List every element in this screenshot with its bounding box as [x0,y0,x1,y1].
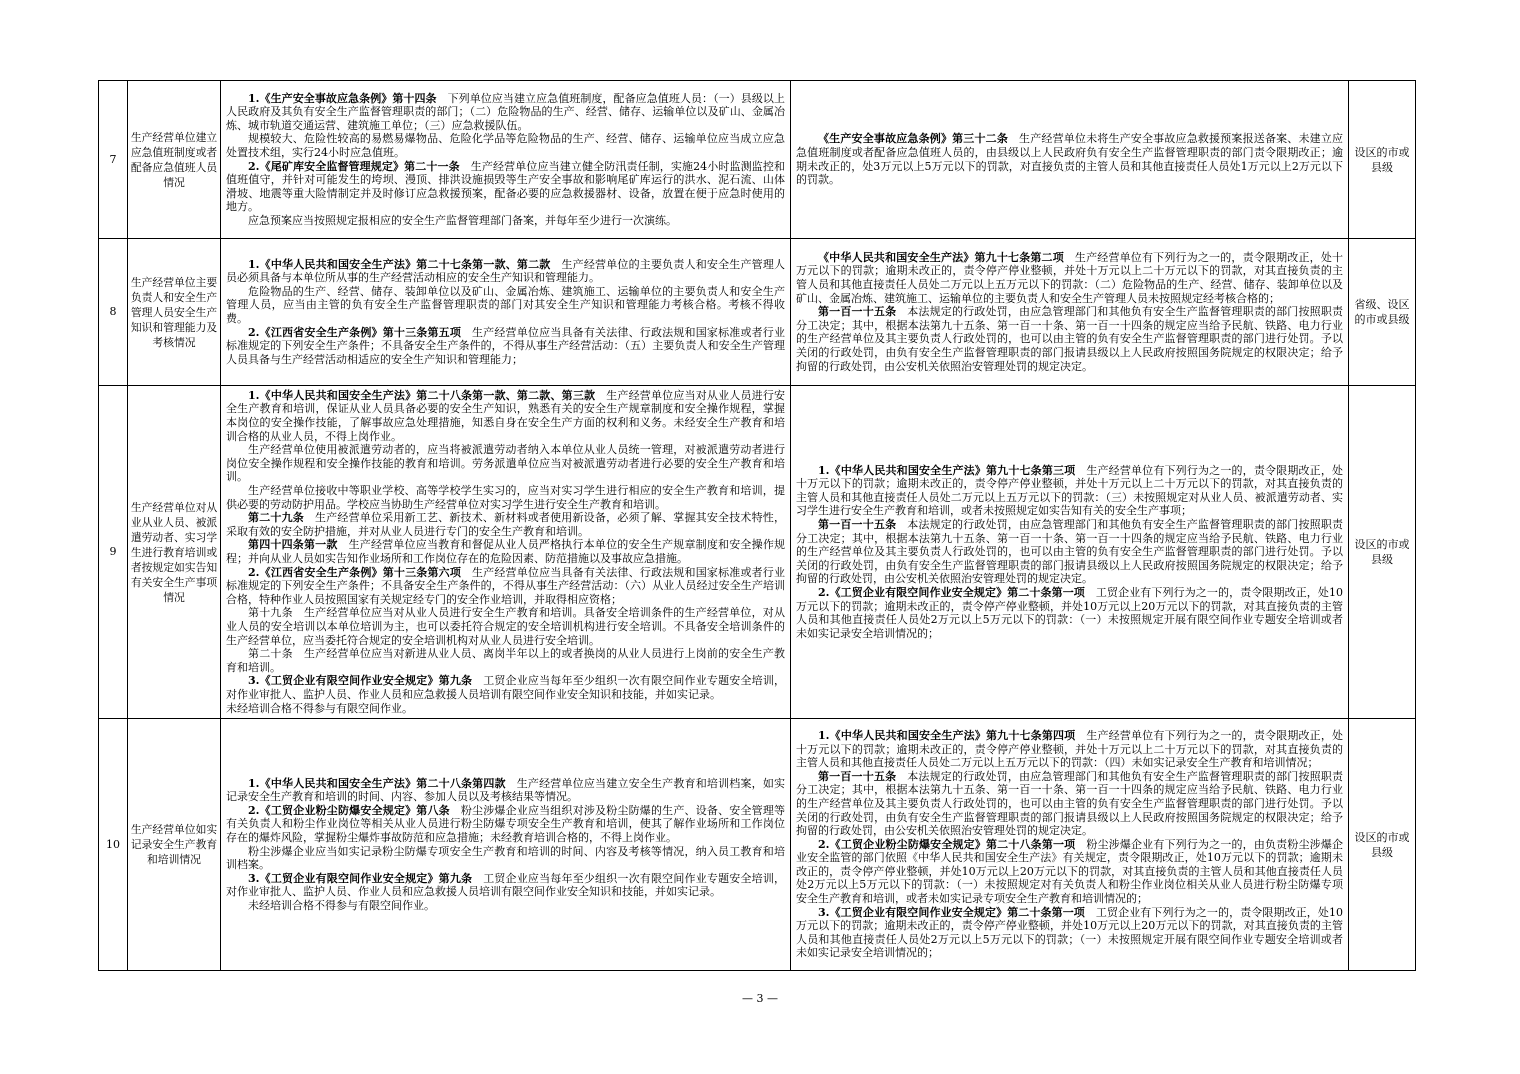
clause-paragraph [226,258,785,285]
clause-paragraph [796,906,1343,960]
clause-text: 未经培训合格不得参与有限空间作业。 [226,701,413,715]
clause-citation: 1.《生产安全事故应急条例》第十四条 [248,91,437,105]
clause-paragraph [796,586,1343,640]
clause-citation: 2.《江西省安全生产条例》第十三条第五项 [248,325,461,339]
clause-text: 第十九条 生产经营单位应当对从业人员进行安全生产教育和培训。具备安全培训条件的生产经营单位，对从业人员的安全培训以本单位培训为主，也可以委托符合规定的安全培训机构进行安全培训。不具备安全培训条件的生产经营单位，应当委托符合规定的安全培训机构对从业人员进行安全培训。 [226,606,785,647]
clause-text: 生产经营单位应当建立健全防汛责任制，实施24小时监测监控和值班值守，并针对可能发生的垮坝、漫顶、排洪设施损毁等生产安全事故和影响尾矿库运行的洪水、泥石流、山体滑坡、地震等重大险情制定并及时修订应急救援预案，配备必要的应急救援器材、设备，放置在便于应急时使用的地方。 [226,159,785,214]
authority-cell: 省级、设区的市或县级 [1349,239,1416,386]
clause-citation: 第四十四条第一款 [248,538,338,552]
clause-paragraph [226,845,785,872]
inspection-item: 生产经营单位建立应急值班制度或者配备应急值班人员情况 [130,130,218,189]
clause-citation: 1.《中华人民共和国安全生产法》第二十八条第四款 [248,776,506,790]
clause-paragraph [226,92,785,133]
clause-text: 危险物品的生产、经营、储存、装卸单位以及矿山、金属冶炼、建筑施工、运输单位的主要负责人和安全生产管理人员，应当由主管的负有安全生产监督管理职责的部门对其安全生产知识和管理能力考核合格。考核不得收费。 [226,284,785,325]
clause-paragraph [226,443,785,484]
clause-text: 粉尘涉爆企业有下列行为之一的，由负责粉尘涉爆企业安全监管的部门依照《中华人民共和国安全生产法》有关规定，责令限期改正，处10万元以下的罚款；逾期未改正的，责令停产停业整顿，并处10万元以上20万元以下的罚款，对其直接负责的主管人员和其他直接责任人员处2万元以上5万元以下的罚款：（一）未按照规定对有关负责人和粉尘作业岗位相关从业人员进行粉尘防爆专项安全生产教育和培训，或者未如实记录专项安全生产教育和培训情况的； [796,837,1344,906]
clause-paragraph [226,160,785,214]
clause-text: 生产经营单位有下列行为之一的，责令限期改正，处十万元以下的罚款；逾期未改正的，责令停产停业整顿，并处十万元以上二十万元以下的罚款，对其直接负责的主管人员和其他直接责任人员处二万元以上五万元以下的罚款：（二）危险物品的生产、经营、储存、装卸单位以及矿山、金属冶炼、建筑施工、运输单位的主要负责人和安全生产管理人员未按照规定经考核合格的； [796,250,1344,305]
row-number-cell: 9 [99,386,128,719]
clause-paragraph [796,770,1343,838]
clause-text: 生产经营单位的主要负责人和安全生产管理人员必须具备与本单位所从事的生产经营活动相应的安全生产知识和管理能力。 [226,257,786,285]
clause-citation: 2.《江西省安全生产条例》第十三条第六项 [248,565,461,579]
inspection-item-cell [128,386,221,719]
legal-basis-cell [221,81,791,239]
table-row [99,239,1416,386]
clause-text: 第二十条 生产经营单位应当对新进从业人员、离岗半年以上的或者换岗的从业人员进行上岗前的安全生产教育和培训。 [226,647,785,674]
penalty-basis-cell [791,81,1349,239]
table-row [99,81,1416,239]
clause-text: 本法规定的行政处罚，由应急管理部门和其他负有安全生产监督管理职责的部门按照职责分工决定；其中，根据本法第九十五条、第一百一十条、第一百一十四条的规定应当给予民航、铁路、电力行业的生产经营单位及其主要负责人行政处罚的，也可以由主管的负有安全生产监督管理职责的部门进行处罚。予以关闭的行政处罚，由负有安全生产监督管理职责的部门报请县级以上人民政府按照国务院规定的权限决定；给予拘留的行政处罚，由公安机关依照治安管理处罚的规定决定。 [796,305,1344,373]
clause-text: 生产经营单位应当对从业人员进行安全生产教育和培训，保证从业人员具备必要的安全生产知识，熟悉有关的安全生产规章制度和安全操作规程，掌握本岗位的安全操作技能，了解事故应急处理措施，知悉自身在安全生产方面的权利和义务。未经安全生产教育和培训合格的从业人员，不得上岗作业。 [226,388,786,443]
clause-citation: 2.《工贸企业粉尘防爆安全规定》第二十八条第一项 [818,837,1076,851]
clause-text: 本法规定的行政处罚，由应急管理部门和其他负有安全生产监督管理职责的部门按照职责分工决定；其中，根据本法第九十五条、第一百一十条、第一百一十四条的规定应当给予民航、铁路、电力行业的生产经营单位及其主要负责人行政处罚的，也可以由主管的负有安全生产监督管理职责的部门进行处罚。予以关闭的行政处罚，由负有安全生产监督管理职责的部门报请县级以上人民政府按照国务院规定的权限决定；给予拘留的行政处罚，由公安机关依照治安管理处罚的规定决定。 [796,518,1344,586]
clause-paragraph [796,251,1343,305]
clause-paragraph [226,674,785,701]
clause-citation: 2.《工贸企业粉尘防爆安全规定》第八条 [248,803,450,817]
clause-paragraph [226,606,785,647]
page-number: — 3 — [742,992,778,1005]
legal-basis-cell [221,386,791,719]
clause-citation: 第二十九条 [248,511,304,525]
clause-paragraph [226,389,785,443]
clause-text: 本法规定的行政处罚，由应急管理部门和其他负有安全生产监督管理职责的部门按照职责分工决定；其中，根据本法第九十五条、第一百一十条、第一百一十四条的规定应当给予民航、铁路、电力行业的生产经营单位及其主要负责人行政处罚的，也可以由主管的负有安全生产监督管理职责的部门进行处罚。予以关闭的行政处罚，由负有安全生产监督管理职责的部门报请县级以上人民政府按照国务院规定的权限决定；给予拘留的行政处罚，由公安机关依照治安管理处罚的规定决定。 [796,769,1344,838]
clause-citation: 3.《工贸企业有限空间作业安全规定》第九条 [248,871,473,885]
clause-text: 工贸企业有下列行为之一的，责令限期改正，处10万元以下的罚款；逾期未改正的，责令停产停业整顿，并处10万元以上20万元以下的罚款，对其直接负责的主管人员和其他直接责任人员处2万元以上5万元以下的罚款；（一）未按照规定开展有限空间作业专题安全培训或者未如实记录安全培训情况的； [796,905,1343,960]
clause-citation: 第一百一十五条 [818,769,897,783]
clause-text: 生产经营单位应当具备有关法律、行政法规和国家标准或者行业标准规定的下列安全生产条件；不具备安全生产条件的，不得从事生产经营活动：（六）从业人员经过安全生产培训合格，特种作业人员按照国家有关规定经专门的安全作业培训，并取得相应资格； [226,565,785,606]
row-number-cell: 8 [99,239,128,386]
clause-citation: 2.《尾矿库安全监督管理规定》第二十一条 [248,159,460,173]
clause-citation: 1.《中华人民共和国安全生产法》第九十七条第三项 [818,463,1076,477]
clause-text: 应急预案应当按照规定报相应的安全生产监督管理部门备案，并每年至少进行一次演练。 [248,213,677,227]
inspection-item-cell [128,239,221,386]
legal-basis-cell [221,239,791,386]
inspection-item-cell [128,719,221,971]
clause-text: 工贸企业应当每年至少组织一次有限空间作业专题安全培训，对作业审批人、监护人员、作业人员和应急救援人员培训有限空间作业安全知识和技能，并如实记录。 [226,871,785,899]
clause-text: 生产经营单位有下列行为之一的，责令限期改正，处十万元以下的罚款；逾期未改正的，责令停产停业整顿，并处十万元以上二十万元以下的罚款，对其直接负责的主管人员和其他直接责任人员处二万元以上五万元以下的罚款：（四）未如实记录安全生产教育和培训情况； [796,728,1344,770]
authority-cell: 设区的市或县级 [1349,386,1416,719]
inspection-item: 生产经营单位如实记录安全生产教育和培训情况 [130,823,218,866]
clause-paragraph [226,511,785,538]
clause-text: 生产经营单位使用被派遣劳动者的，应当将被派遣劳动者纳入本单位从业人员统一管理，对被派遣劳动者进行岗位安全操作规程和安全操作技能的教育和培训。劳务派遣单位应当对被派遣劳动者进行必要的安全生产教育和培训。 [226,443,785,484]
clause-paragraph [226,777,785,804]
clause-citation: 3.《工贸企业有限空间作业安全规定》第九条 [248,674,473,688]
clause-text: 生产经营单位应当教育和督促从业人员严格执行本单位的安全生产规章制度和安全操作规程；并向从业人员如实告知作业场所和工作岗位存在的危险因素、防范措施以及事故应急措施。 [226,538,786,565]
clause-text: 未经培训合格不得参与有限空间作业。 [248,898,435,912]
clause-citation: 《生产安全事故应急条例》第三十二条 [818,132,1009,146]
clause-citation: 1.《中华人民共和国安全生产法》第二十七条第一款、第二款 [248,257,551,271]
clause-paragraph [226,285,785,326]
clause-text: 粉尘涉爆企业应当组织对涉及粉尘防爆的生产、设备、安全管理等有关负责人和粉尘作业岗位等相关从业人员进行粉尘防爆专项安全生产教育和培训，使其了解作业场所和工作岗位存在的爆炸风险，掌握粉尘爆炸事故防范和应急措施；未经教育培训合格的，不得上岗作业。 [226,803,786,844]
clause-text: 规模较大、危险性较高的易燃易爆物品、危险化学品等危险物品的生产、经营、储存、运输单位应当成立应急处置技术组，实行24小时应急值班。 [226,132,785,159]
inspection-item-cell [128,81,221,239]
inspection-item: 生产经营单位对从业从业人员、被派遣劳动者、实习学生进行教育培训或者按规定如实告知有关安全生产事项情况 [130,500,218,604]
clause-paragraph [226,566,785,607]
clause-paragraph [226,872,785,899]
clause-text: 生产经营单位应当建立安全生产教育和培训档案，如实记录安全生产教育和培训的时间、内容、参加人员以及考核结果等情况。 [226,776,786,804]
clause-text: 生产经营单位应当具备有关法律、行政法规和国家标准或者行业标准规定的下列安全生产条件；不具备安全生产条件的，不得从事生产经营活动：（五）主要负责人和安全生产管理人员具备与生产经营活动相适应的安全生产知识和管理能力； [226,325,785,366]
clause-paragraph [226,538,785,565]
clause-citation: 第一百一十五条 [818,518,897,532]
clause-paragraph [226,804,785,845]
clause-citation: 《中华人民共和国安全生产法》第九十七条第二项 [818,250,1064,264]
clause-text: 生产经营单位采用新工艺、新技术、新材料或者使用新设备，必须了解、掌握其安全技术特性，采取有效的安全防护措施，并对从业人员进行专门的安全生产教育和培训。 [226,511,786,538]
penalty-basis-cell [791,719,1349,971]
clause-text: 工贸企业应当每年至少组织一次有限空间作业专题安全培训，对作业审批人、监护人员、作业人员和应急救援人员培训有限空间作业安全知识和技能，并如实记录。 [226,674,785,701]
clause-citation: 2.《工贸企业有限空间作业安全规定》第二十条第一项 [818,585,1085,599]
penalty-basis-cell [791,239,1349,386]
row-number-cell: 10 [99,719,128,971]
penalty-basis-cell [791,386,1349,719]
legal-basis-cell [221,719,791,971]
clause-paragraph [226,326,785,367]
clause-paragraph [226,132,785,159]
clause-paragraph [796,464,1343,518]
clause-paragraph [226,702,785,716]
clause-paragraph [796,132,1343,186]
clause-text: 下列单位应当建立应急值班制度，配备应急值班人员：（一）县级以上人民政府及其负有安全生产监督管理职责的部门；（二）危险物品的生产、经营、储存、运输单位以及矿山、金属冶炼、城市轨道交通运营、建筑施工单位；（三）应急救援队伍。 [226,91,786,132]
inspection-item: 生产经营单位主要负责人和安全生产管理人员安全生产知识和管理能力及考核情况 [130,275,218,349]
clause-text: 生产经营单位未将生产安全事故应急救援预案报送备案、未建立应急值班制度或者配备应急值班人员的，由县级以上人民政府负有安全生产监督管理职责的部门责令限期改正；逾期未改正的，处3万元以上5万元以下的罚款，对直接负责的主管人员和其他直接责任人员处1万元以上2万元以下的罚款。 [796,132,1344,187]
clause-paragraph [226,647,785,674]
clause-paragraph [226,214,785,228]
table-row [99,719,1416,971]
clause-citation: 3.《工贸企业有限空间作业安全规定》第二十条第一项 [818,905,1085,919]
table-row [99,386,1416,719]
clause-paragraph [796,838,1343,906]
regulation-table [98,80,1416,971]
clause-citation: 1.《中华人民共和国安全生产法》第九十七条第四项 [818,728,1076,742]
row-number-cell: 7 [99,81,128,239]
clause-citation: 1.《中华人民共和国安全生产法》第二十八条第一款、第二款、第三款 [248,388,596,402]
clause-citation: 第一百一十五条 [818,305,897,319]
clause-paragraph [226,899,785,913]
clause-paragraph [226,484,785,511]
authority-cell: 设区的市或县级 [1349,719,1416,971]
clause-text: 工贸企业有下列行为之一的，责令限期改正，处10万元以下的罚款；逾期未改正的，责令停产停业整顿，并处10万元以上20万元以下的罚款，对其直接负责的主管人员和其他直接责任人员处2万元以上5万元以下的罚款：（一）未按照规定开展有限空间作业专题安全培训或者未如实记录安全培训情况的； [796,585,1343,640]
clause-paragraph [796,518,1343,586]
table-body [99,81,1416,971]
clause-text: 生产经营单位接收中等职业学校、高等学校学生实习的，应当对实习学生进行相应的安全生产教育和培训，提供必要的劳动防护用品。学校应当协助生产经营单位对实习学生进行安全生产教育和培训。 [226,484,785,511]
clause-paragraph [796,729,1343,770]
clause-paragraph [796,305,1343,373]
clause-text: 生产经营单位有下列行为之一的，责令限期改正，处十万元以下的罚款；逾期未改正的，责令停产停业整顿，并处十万元以上二十万元以下的罚款，对其直接负责的主管人员和其他直接责任人员处二万元以上五万元以下的罚款：（三）未按照规定对从业人员、被派遣劳动者、实习学生进行安全生产教育和培训，或者未按照规定如实告知有关的安全生产事项； [796,463,1344,518]
authority-cell: 设区的市或县级 [1349,81,1416,239]
clause-text: 粉尘涉爆企业应当如实记录粉尘防爆专项安全生产教育和培训的时间、内容及考核等情况，纳入员工教育和培训档案。 [226,844,785,872]
